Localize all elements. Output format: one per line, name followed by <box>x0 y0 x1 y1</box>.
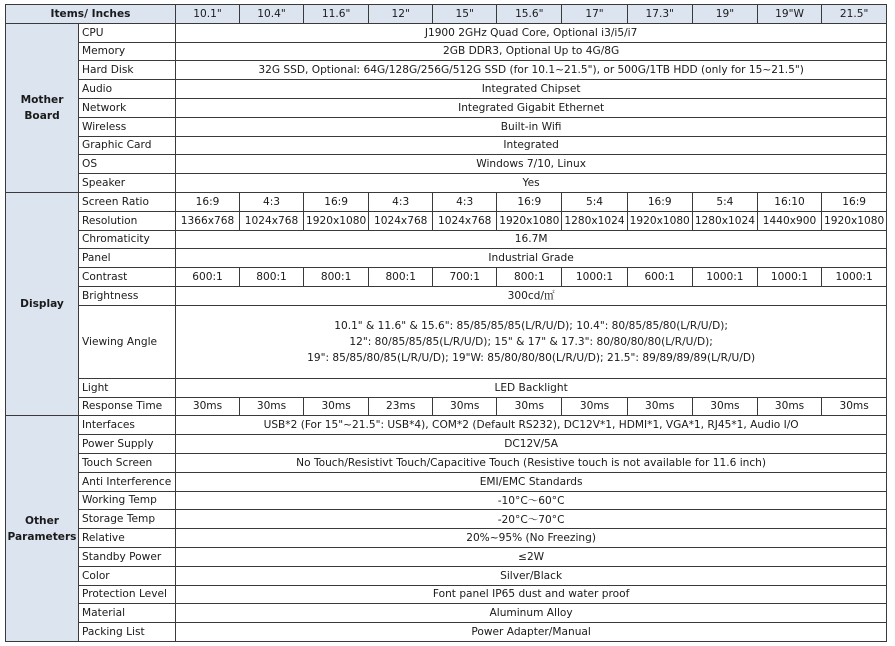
spec-row <box>6 416 887 435</box>
spec-label: Touch Screen <box>79 453 176 472</box>
spec-row <box>6 61 887 80</box>
spec-label: Relative <box>79 529 176 548</box>
spec-value-cell: 800:1 <box>240 268 304 287</box>
spec-label: Audio <box>79 80 176 99</box>
spec-value-cell: Industrial Grade <box>176 249 887 268</box>
group-label: Other Parameters <box>6 416 79 642</box>
viewing-angle-line: 12": 80/85/85/85(L/R/U/D); 15" & 17" & 17.3": 80/80/80/80(L/R/U/D); <box>349 335 713 348</box>
spec-row <box>6 136 887 155</box>
spec-value-cell: 800:1 <box>497 268 562 287</box>
spec-value-cell: 32G SSD, Optional: 64G/128G/256G/512G SSD (for 10.1~21.5"), or 500G/1TB HDD (only for 15~21.5") <box>176 61 887 80</box>
spec-label: Packing List <box>79 623 176 642</box>
size-header: 19" <box>692 5 757 24</box>
spec-value-cell: LED Backlight <box>176 378 887 397</box>
spec-value-cell: Built-in Wifi <box>176 117 887 136</box>
spec-row <box>6 268 887 287</box>
spec-value-cell: 30ms <box>562 397 627 416</box>
spec-row <box>6 378 887 397</box>
spec-value-cell: 4:3 <box>433 192 497 211</box>
spec-value-cell: 5:4 <box>692 192 757 211</box>
spec-value-cell: 700:1 <box>433 268 497 287</box>
spec-value-cell: 16:9 <box>497 192 562 211</box>
viewing-angle-line: 19": 85/85/80/85(L/R/U/D); 19"W: 85/80/80/80(L/R/U/D); 21.5": 89/89/89/89(L/R/U/D) <box>307 351 756 364</box>
spec-value-cell: 16:9 <box>627 192 692 211</box>
size-header: 21.5" <box>822 5 887 24</box>
spec-value-cell: 23ms <box>369 397 433 416</box>
size-header: 10.4" <box>240 5 304 24</box>
spec-value-cell: 800:1 <box>369 268 433 287</box>
spec-value-cell: 16:9 <box>822 192 887 211</box>
spec-value-cell: 30ms <box>304 397 369 416</box>
spec-row <box>6 249 887 268</box>
spec-value-cell: USB*2 (For 15"~21.5": USB*4), COM*2 (Default RS232), DC12V*1, HDMI*1, VGA*1, RJ45*1, Audio I/O <box>176 416 887 435</box>
spec-label: Brightness <box>79 286 176 305</box>
spec-row <box>6 623 887 642</box>
spec-value-cell: 1280x1024 <box>692 211 757 230</box>
spec-label: Screen Ratio <box>79 192 176 211</box>
spec-row <box>6 397 887 416</box>
spec-value-cell: 1920x1080 <box>822 211 887 230</box>
spec-label: Viewing Angle <box>79 305 176 378</box>
spec-row <box>6 529 887 548</box>
spec-label: Panel <box>79 249 176 268</box>
items-inches-header: Items/ Inches <box>6 5 176 24</box>
size-header: 15" <box>433 5 497 24</box>
spec-label: Contrast <box>79 268 176 287</box>
spec-value-cell: 1024x768 <box>369 211 433 230</box>
spec-value-cell: 1280x1024 <box>562 211 627 230</box>
spec-label: Standby Power <box>79 547 176 566</box>
spec-value-cell: 1920x1080 <box>304 211 369 230</box>
spec-value-cell: Font panel IP65 dust and water proof <box>176 585 887 604</box>
spec-value-cell: 1920x1080 <box>627 211 692 230</box>
spec-row <box>6 604 887 623</box>
spec-value-cell: 30ms <box>692 397 757 416</box>
spec-value-cell: 1000:1 <box>692 268 757 287</box>
spec-value-cell: Aluminum Alloy <box>176 604 887 623</box>
spec-value-cell: 30ms <box>433 397 497 416</box>
spec-value-cell: Yes <box>176 174 887 193</box>
size-header: 17.3" <box>627 5 692 24</box>
spec-label: Memory <box>79 42 176 61</box>
spec-label: Speaker <box>79 174 176 193</box>
spec-value-cell: DC12V/5A <box>176 435 887 454</box>
spec-value-cell: Power Adapter/Manual <box>176 623 887 642</box>
spec-label: CPU <box>79 23 176 42</box>
spec-value-cell: ≤2W <box>176 547 887 566</box>
spec-value-cell: 1000:1 <box>562 268 627 287</box>
spec-row <box>6 174 887 193</box>
spec-row <box>6 155 887 174</box>
spec-row <box>6 23 887 42</box>
spec-value-cell: 30ms <box>822 397 887 416</box>
spec-row <box>6 192 887 211</box>
size-header: 10.1" <box>176 5 240 24</box>
spec-value-cell: 30ms <box>240 397 304 416</box>
spec-label: Light <box>79 378 176 397</box>
group-label: Display <box>6 192 79 415</box>
spec-label: Working Temp <box>79 491 176 510</box>
spec-value-cell: 1920x1080 <box>497 211 562 230</box>
spec-value-cell: Integrated Gigabit Ethernet <box>176 98 887 117</box>
spec-value-cell: 2GB DDR3, Optional Up to 4G/8G <box>176 42 887 61</box>
spec-value-cell: 16:9 <box>304 192 369 211</box>
spec-label: Material <box>79 604 176 623</box>
spec-table-body <box>6 23 887 641</box>
spec-value-cell: -20°C～70°C <box>176 510 887 529</box>
spec-label: Resolution <box>79 211 176 230</box>
spec-value-cell: 30ms <box>176 397 240 416</box>
spec-row <box>6 286 887 305</box>
spec-value-cell: Integrated Chipset <box>176 80 887 99</box>
spec-value-cell: 1024x768 <box>433 211 497 230</box>
spec-value-cell: Silver/Black <box>176 566 887 585</box>
group-label: Mother Board <box>6 23 79 192</box>
spec-value-cell: 1024x768 <box>240 211 304 230</box>
spec-label: Response Time <box>79 397 176 416</box>
spec-value-cell: 600:1 <box>176 268 240 287</box>
spec-label: Hard Disk <box>79 61 176 80</box>
spec-value-cell: 30ms <box>627 397 692 416</box>
size-header: 15.6" <box>497 5 562 24</box>
size-header: 19"W <box>758 5 822 24</box>
spec-value-cell: 30ms <box>758 397 822 416</box>
spec-label: Chromaticity <box>79 230 176 249</box>
spec-value-cell: 5:4 <box>562 192 627 211</box>
spec-row <box>6 42 887 61</box>
spec-row <box>6 98 887 117</box>
spec-row <box>6 547 887 566</box>
spec-value-cell: No Touch/Resistivt Touch/Capacitive Touch (Resistive touch is not available for 11.6 inch) <box>176 453 887 472</box>
spec-value-cell: Windows 7/10, Linux <box>176 155 887 174</box>
spec-row <box>6 211 887 230</box>
spec-row <box>6 453 887 472</box>
spec-row <box>6 566 887 585</box>
spec-value-cell: Integrated <box>176 136 887 155</box>
spec-value-cell: 1000:1 <box>822 268 887 287</box>
spec-value-cell: -10°C～60°C <box>176 491 887 510</box>
spec-row <box>6 491 887 510</box>
spec-value-cell: 1366x768 <box>176 211 240 230</box>
spec-row <box>6 585 887 604</box>
spec-row <box>6 435 887 454</box>
spec-label: Color <box>79 566 176 585</box>
spec-row <box>6 80 887 99</box>
spec-value-cell: 30ms <box>497 397 562 416</box>
size-header: 12" <box>369 5 433 24</box>
spec-label: Network <box>79 98 176 117</box>
spec-label: Protection Level <box>79 585 176 604</box>
spec-value-cell: 4:3 <box>369 192 433 211</box>
spec-label: Power Supply <box>79 435 176 454</box>
header-row <box>6 5 887 24</box>
spec-value-cell: 300cd/㎡ <box>176 286 887 305</box>
spec-row <box>6 117 887 136</box>
spec-value-cell: 20%~95% (No Freezing) <box>176 529 887 548</box>
size-header: 17" <box>562 5 627 24</box>
spec-row <box>6 230 887 249</box>
spec-row <box>6 472 887 491</box>
size-header: 11.6" <box>304 5 369 24</box>
spec-label: OS <box>79 155 176 174</box>
spec-value-cell: 16:9 <box>176 192 240 211</box>
spec-row <box>6 305 887 378</box>
viewing-angle-line: 10.1" & 11.6" & 15.6": 85/85/85/85(L/R/U/D); 10.4": 80/85/85/80(L/R/U/D); <box>334 319 728 332</box>
spec-value-cell: 1000:1 <box>758 268 822 287</box>
spec-value-cell <box>176 305 887 378</box>
spec-value-cell: 600:1 <box>627 268 692 287</box>
spec-value-cell: J1900 2GHz Quad Core, Optional i3/i5/i7 <box>176 23 887 42</box>
spec-label: Anti Interference <box>79 472 176 491</box>
spec-value-cell: 1440x900 <box>758 211 822 230</box>
spec-value-cell: 16:10 <box>758 192 822 211</box>
spec-table <box>5 4 887 642</box>
spec-label: Graphic Card <box>79 136 176 155</box>
spec-label: Interfaces <box>79 416 176 435</box>
spec-row <box>6 510 887 529</box>
spec-value-cell: 800:1 <box>304 268 369 287</box>
spec-label: Wireless <box>79 117 176 136</box>
spec-label: Storage Temp <box>79 510 176 529</box>
spec-value-cell: EMI/EMC Standards <box>176 472 887 491</box>
spec-value-cell: 16.7M <box>176 230 887 249</box>
spec-value-cell: 4:3 <box>240 192 304 211</box>
